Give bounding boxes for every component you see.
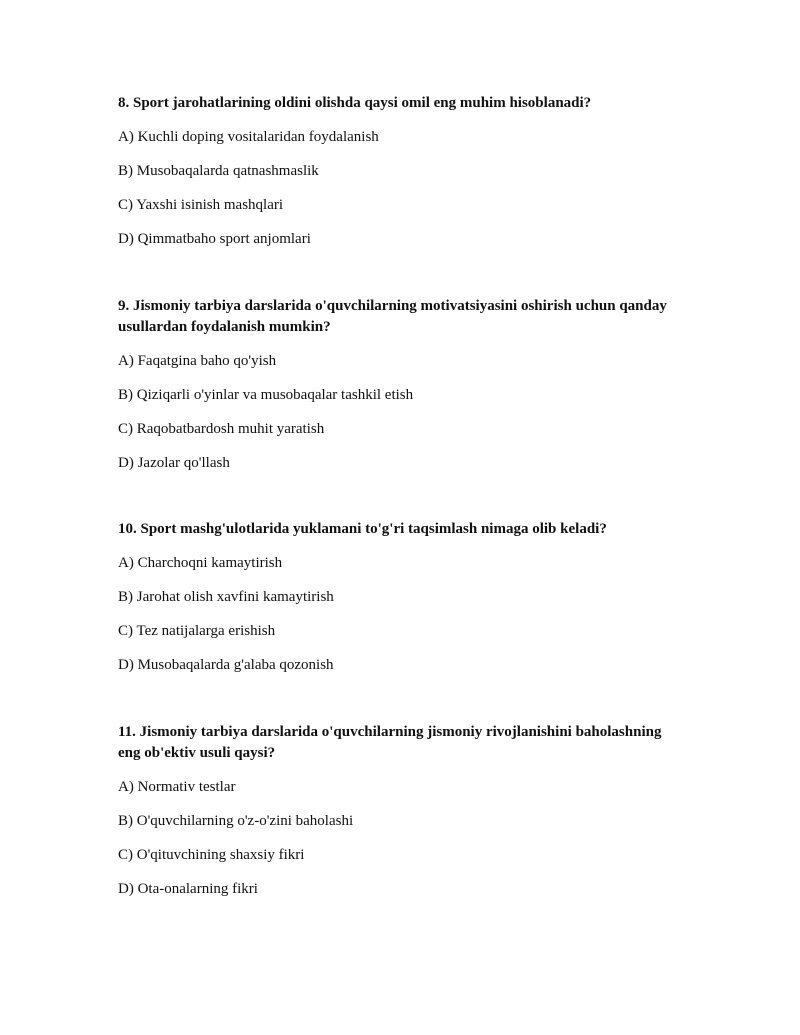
question-title: 8. Sport jarohatlarining oldini olishda qaysi omil eng muhim hisoblanadi?	[118, 95, 592, 111]
question-8	[118, 93, 678, 263]
answer-option-d: D) Ota-onalarning fikri	[118, 881, 258, 897]
question-title: 9. Jismoniy tarbiya darslarida o'quvchilarning motivatsiyasini oshirish uchun qanday usullardan foydalanish mumkin?	[118, 298, 667, 335]
answer-option-d: D) Qimmatbaho sport anjomlari	[118, 231, 311, 247]
question-11	[118, 722, 678, 913]
answer-option-b: B) Musobaqalarda qatnashmaslik	[118, 163, 319, 179]
answer-option-b: B) O'quvchilarning o'z-o'zini baholashi	[118, 813, 354, 829]
answer-option-c: C) Tez natijalarga erishish	[118, 623, 276, 639]
answer-option-a: A) Normativ testlar	[118, 779, 236, 795]
answer-option-a: A) Charchoqni kamaytirish	[118, 555, 283, 571]
answer-option-c: C) Yaxshi isinish mashqlari	[118, 197, 284, 213]
answer-option-b: B) Qiziqarli o'yinlar va musobaqalar tashkil etish	[118, 387, 414, 403]
answer-option-b: B) Jarohat olish xavfini kamaytirish	[118, 589, 334, 605]
answer-option-c: C) Raqobatbardosh muhit yaratish	[118, 421, 325, 437]
answer-option-a: A) Kuchli doping vositalaridan foydalanish	[118, 129, 379, 145]
question-9	[118, 296, 678, 487]
answer-option-c: C) O'qituvchining shaxsiy fikri	[118, 847, 305, 863]
question-10	[118, 519, 678, 689]
question-title: 10. Sport mashg'ulotlarida yuklamani to'g'ri taqsimlash nimaga olib keladi?	[118, 521, 607, 537]
answer-option-d: D) Musobaqalarda g'alaba qozonish	[118, 657, 334, 673]
answer-option-d: D) Jazolar qo'llash	[118, 455, 230, 471]
question-title: 11. Jismoniy tarbiya darslarida o'quvchilarning jismoniy rivojlanishini baholashning eng ob'ektiv usuli qaysi?	[118, 724, 662, 761]
answer-option-a: A) Faqatgina baho qo'yish	[118, 353, 277, 369]
